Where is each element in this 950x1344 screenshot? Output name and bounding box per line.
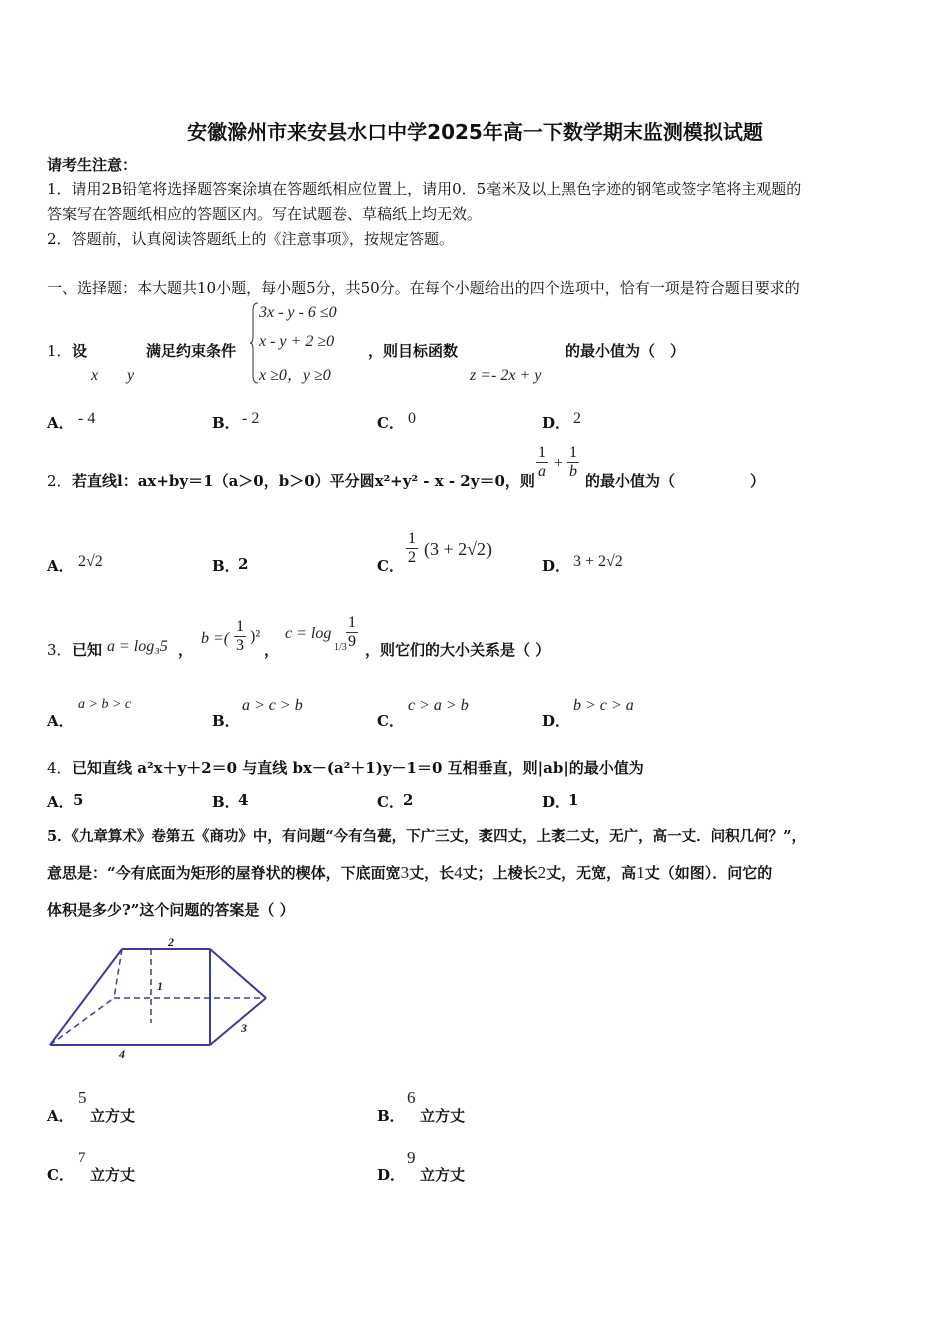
q2-frac1-den: a [538, 463, 546, 480]
q1-option-d-label: D． [542, 414, 571, 432]
q5-option-c-value: 7 [78, 1150, 86, 1166]
notice-line-3: 2．答题前，认真阅读答题纸上的《注意事项》，按规定答题。 [47, 230, 455, 248]
q3-b-num: 1 [236, 618, 244, 635]
q3-number: 3． [47, 641, 72, 659]
q4-option-a-label: A． [47, 793, 74, 811]
fig-hidden-slant [114, 949, 122, 998]
q4-option-b-value: 4 [238, 791, 249, 809]
q3-option-d-value: b > c > a [573, 697, 634, 714]
q3-tail: ，则它们的大小关系是（ ） [365, 641, 551, 659]
q4-option-d-label: D． [542, 793, 571, 811]
q2-option-d-value: 3 + 2√2 [573, 553, 623, 570]
q5-num-2: 2 [537, 863, 547, 882]
q1-var-x: x [91, 367, 99, 384]
q1-text-3: ，则目标函数 [368, 342, 459, 360]
q5-option-a-value: 5 [78, 1088, 87, 1107]
q2-fraction-2 [567, 444, 579, 481]
q2-option-c-value: (3 + 2√2) [424, 539, 493, 559]
q4-stem: 已知直线 a²x＋y＋2＝0 与直线 bx－(a²＋1)y－1＝0 互相垂直，则|ab|的最小值为 [72, 759, 644, 777]
q1-constraint-2: x - y + 2 ≥0 [259, 333, 335, 350]
q5-option-d-unit: 立方丈 [420, 1166, 466, 1184]
q1-option-c-label: C． [377, 414, 404, 432]
q3-c-expr: c = log [285, 625, 332, 642]
q3-option-a-label: A． [47, 712, 74, 730]
q3-c-fraction [346, 614, 358, 651]
q4-option-d-value: 1 [568, 791, 579, 809]
fig-label-top: 2 [168, 935, 174, 949]
q3-c-num: 1 [348, 614, 356, 631]
q1-objective: z =- 2x + y [470, 367, 542, 384]
q2-frac2-num: 1 [569, 444, 577, 461]
fig-hidden-left-edge [50, 998, 114, 1045]
q3-option-b-value: a > c > b [242, 697, 303, 714]
page-title: 安徽滁州市来安县水口中学2025年高一下数学期末监测模拟试题 [187, 120, 763, 144]
fig-label-height: 1 [157, 979, 163, 993]
q3-b-expr: b =( [201, 630, 230, 647]
q3-option-a-value: a > b > c [78, 697, 132, 712]
q2-plus: + [554, 455, 564, 472]
notice-line-1: 1．请用2B铅笔将选择题答案涂填在答题纸相应位置上，请用0．5毫米及以上黑色字迹的钢笔或签字笔将主观题的 [47, 180, 802, 198]
q5-line-2 [47, 862, 772, 883]
notice-line-2: 答案写在答题纸相应的答题区内。写在试题卷、草稿纸上均无效。 [47, 205, 483, 223]
q1-option-b-value: - 2 [242, 410, 260, 427]
q5-figure [40, 930, 280, 1060]
q2-option-c-label: C． [377, 557, 404, 575]
q4-option-c-value: 2 [403, 791, 414, 809]
q5-option-b-value: 6 [407, 1088, 416, 1107]
q5-option-b-unit: 立方丈 [420, 1107, 466, 1125]
q5-option-c-label: C． [47, 1166, 74, 1184]
q1-option-a-label: A． [47, 414, 74, 432]
q2-option-b-label: B． [212, 557, 240, 575]
q2-option-d-label: D． [542, 557, 571, 575]
q1-constraint-1: 3x - y - 6 ≤0 [259, 304, 337, 321]
q5-line-2-b: 丈，长 [409, 864, 455, 882]
q1-option-a-value: - 4 [78, 410, 96, 427]
q4-option-a-value: 5 [73, 791, 84, 809]
q1-text-1: 设 [72, 342, 88, 360]
q1-text-4: 的最小值为（ ） [565, 342, 686, 360]
q5-option-d-value: 9 [407, 1148, 416, 1167]
q5-line-2-c: 丈；上棱长 [462, 864, 538, 882]
q3-comma-2: ， [264, 641, 280, 659]
q2-frac1-num: 1 [538, 444, 546, 461]
q1-option-d-value: 2 [573, 410, 581, 427]
q5-line-2-d: 丈，无宽，高 [546, 864, 637, 882]
q3-b-den: 3 [236, 637, 244, 654]
q5-option-d-label: D． [377, 1166, 406, 1184]
q1-constraint-3: x ≥0，y ≥0 [259, 367, 331, 384]
q3-c-base: 1/3 [334, 642, 347, 653]
q2-number: 2． [47, 472, 72, 490]
q5-line-1: 5．《九章算术》卷第五《商功》中，有问题“今有刍甍，下广三丈，袤四丈，上袤二丈，无广，高一丈．问积几何？”， [47, 828, 807, 845]
q3-b-fraction [234, 618, 246, 655]
q2-option-a-label: A． [47, 557, 74, 575]
q5-option-a-label: A． [47, 1107, 74, 1125]
fig-label-bottom: 4 [119, 1047, 125, 1060]
q5-num-1: 1 [636, 863, 645, 882]
q5-option-a-unit: 立方丈 [90, 1107, 136, 1125]
q1-option-b-label: B． [212, 414, 240, 432]
fig-label-side: 3 [241, 1021, 247, 1035]
notice-heading: 请考生注意： [47, 156, 138, 174]
q4-option-b-label: B． [212, 793, 240, 811]
q3-option-d-label: D． [542, 712, 571, 730]
q3-option-c-label: C． [377, 712, 404, 730]
q2-option-c-frac-den: 2 [408, 549, 416, 566]
q1-number: 1． [47, 342, 72, 360]
q3-text-1: 已知 [72, 641, 103, 659]
fig-right-bottom-edge [210, 998, 266, 1045]
q3-b-close: )² [250, 628, 261, 645]
q2-frac2-den: b [569, 463, 577, 480]
q1-option-c-value: 0 [408, 410, 416, 427]
q2-fraction-1 [536, 444, 548, 481]
q4-number: 4． [47, 759, 72, 777]
fig-left-slant-edge [50, 949, 122, 1045]
q5-line-2-a: 意思是：“今有底面为矩形的屋脊状的楔体，下底面宽 [47, 864, 401, 882]
q5-num-4: 4 [454, 863, 463, 882]
q2-option-c-fraction [406, 530, 418, 567]
q5-num-3: 3 [400, 863, 410, 882]
q3-option-c-value: c > a > b [408, 697, 469, 714]
q2-option-a-value: 2√2 [78, 553, 103, 570]
q5-line-2-e: 丈（如图）．问它的 [644, 864, 773, 882]
section-heading: 一、选择题：本大题共10小题，每小题5分，共50分。在每个小题给出的四个选项中，恰有一项是符合题目要求的 [47, 279, 800, 297]
q4-option-c-label: C． [377, 793, 404, 811]
q5-line-3: 体积是多少?”这个问题的答案是（ ） [47, 901, 295, 919]
q2-stem: 若直线l：ax+by＝1（a＞0，b＞0）平分圆x²+y² - x - 2y＝0，则 [72, 472, 535, 490]
q3-option-b-label: B． [212, 712, 240, 730]
q1-text-2: 满足约束条件 [146, 342, 237, 360]
q5-option-b-label: B． [377, 1107, 405, 1125]
q5-option-c-unit: 立方丈 [90, 1166, 136, 1184]
fig-right-back-slant [210, 949, 266, 998]
q3-a-expr: a = log₃5 [107, 638, 168, 655]
q2-option-b-value: 2 [238, 555, 249, 573]
q3-comma-1: ， [178, 641, 194, 659]
q2-tail: 的最小值为（ ） [585, 472, 766, 490]
q3-c-den: 9 [348, 633, 356, 650]
q2-option-c-frac-num: 1 [408, 530, 416, 547]
q1-var-y: y [127, 367, 135, 384]
